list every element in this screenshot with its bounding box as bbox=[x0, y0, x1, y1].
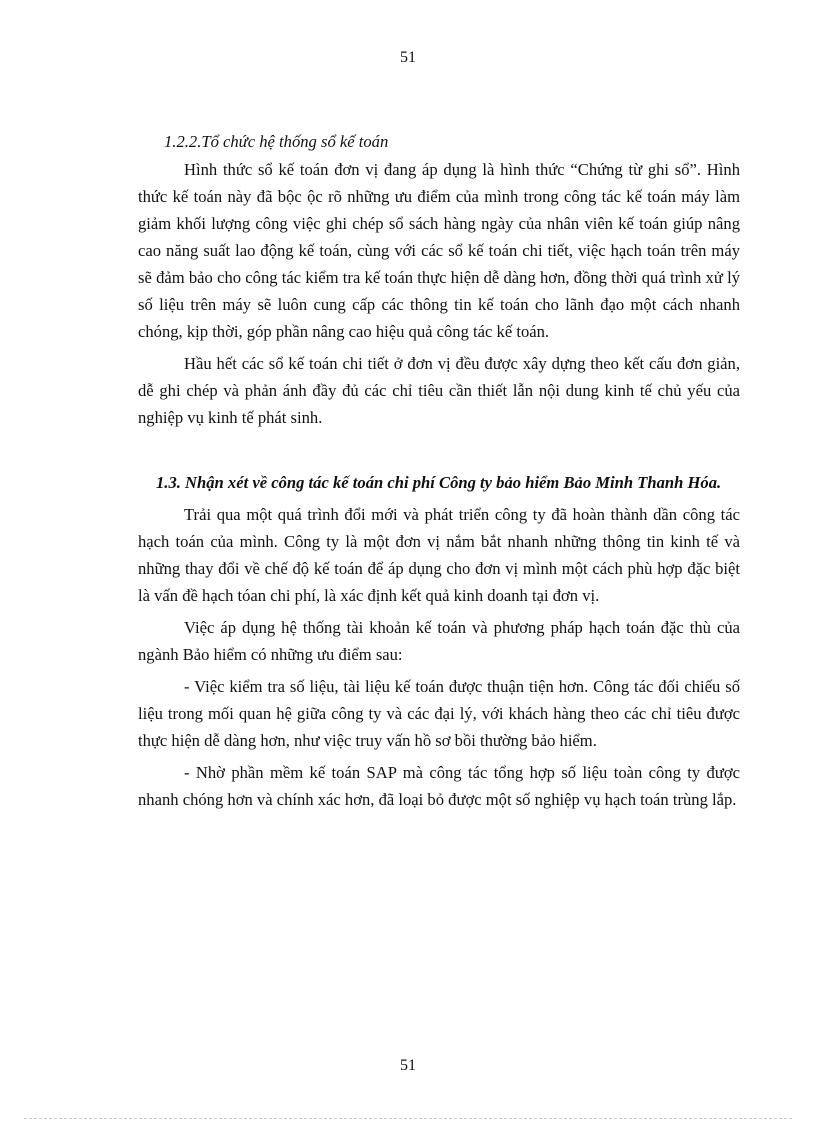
section-heading-1-3: 1.3. Nhận xét về công tác kế toán chi phí Công ty bảo hiểm Bảo Minh Thanh Hóa. bbox=[156, 473, 722, 492]
section-heading-1-2-2: 1.2.2.Tổ chức hệ thống sổ kế toán bbox=[164, 132, 389, 151]
paragraph: Hình thức sổ kế toán đơn vị đang áp dụng là hình thức “Chứng từ ghi sổ”. Hình thức kế toán này đã bộc ộc rõ những ưu điểm của mình trong công tác kế toán máy làm giảm khối lượng công việc ghi chép sổ sách hàng ngày của nhân viên kế toán giúp nâng cao năng suất lao động kế toán, cùng với các sổ kế toán chi tiết, việc hạch toán trên máy sẽ đảm bảo cho công tác kiểm tra kế toán thực hiện dễ dàng hơn, đồng thời quá trình xử lý số liệu trên máy sẽ luôn cung cấp các thông tin kế toán cho lãnh đạo một cách nhanh chóng, kịp thời, góp phần nâng cao hiệu quả công tác kế toán. bbox=[138, 160, 740, 341]
page-number-top: 51 bbox=[400, 49, 416, 66]
paragraph: - Nhờ phần mềm kế toán SAP mà công tác tổng hợp số liệu toàn công ty được nhanh chóng hơn và chính xác hơn, đã loại bỏ được một số nghiệp vụ hạch toán trùng lắp. bbox=[138, 763, 740, 809]
page-number-bottom: 51 bbox=[400, 1057, 416, 1074]
paragraph: - Việc kiểm tra số liệu, tài liệu kế toán được thuận tiện hơn. Công tác đối chiếu số liệu trong mối quan hệ giữa công ty và các đại lý, với khách hàng theo các chỉ tiêu được thực hiện dễ dàng hơn, như việc truy vấn hồ sơ bồi thường bảo hiểm. bbox=[138, 677, 740, 750]
paragraph: Việc áp dụng hệ thống tài khoản kế toán và phương pháp hạch toán đặc thù của ngành Bảo hiểm có những ưu điểm sau: bbox=[138, 618, 740, 664]
document-body bbox=[138, 130, 740, 818]
paragraph: Trải qua một quá trình đổi mới và phát triển công ty đã hoàn thành dần công tác hạch toán của mình. Công ty là một đơn vị nắm bắt nhanh những thông tin kinh tế và những thay đổi về chế độ kế toán để áp dụng cho đơn vị mình một cách phù hợp đặc biệt là vấn đề hạch tóan chi phí, là xác định kết quả kinh doanh tại đơn vị. bbox=[138, 505, 740, 605]
paragraph: Hầu hết các sổ kế toán chi tiết ở đơn vị đều được xây dựng theo kết cấu đơn giản, dễ ghi chép và phản ánh đầy đủ các chỉ tiêu cần thiết lẫn nội dung kinh tế chủ yếu của nghiệp vụ kinh tế phát sinh. bbox=[138, 354, 740, 427]
page-boundary-divider bbox=[24, 1118, 792, 1119]
